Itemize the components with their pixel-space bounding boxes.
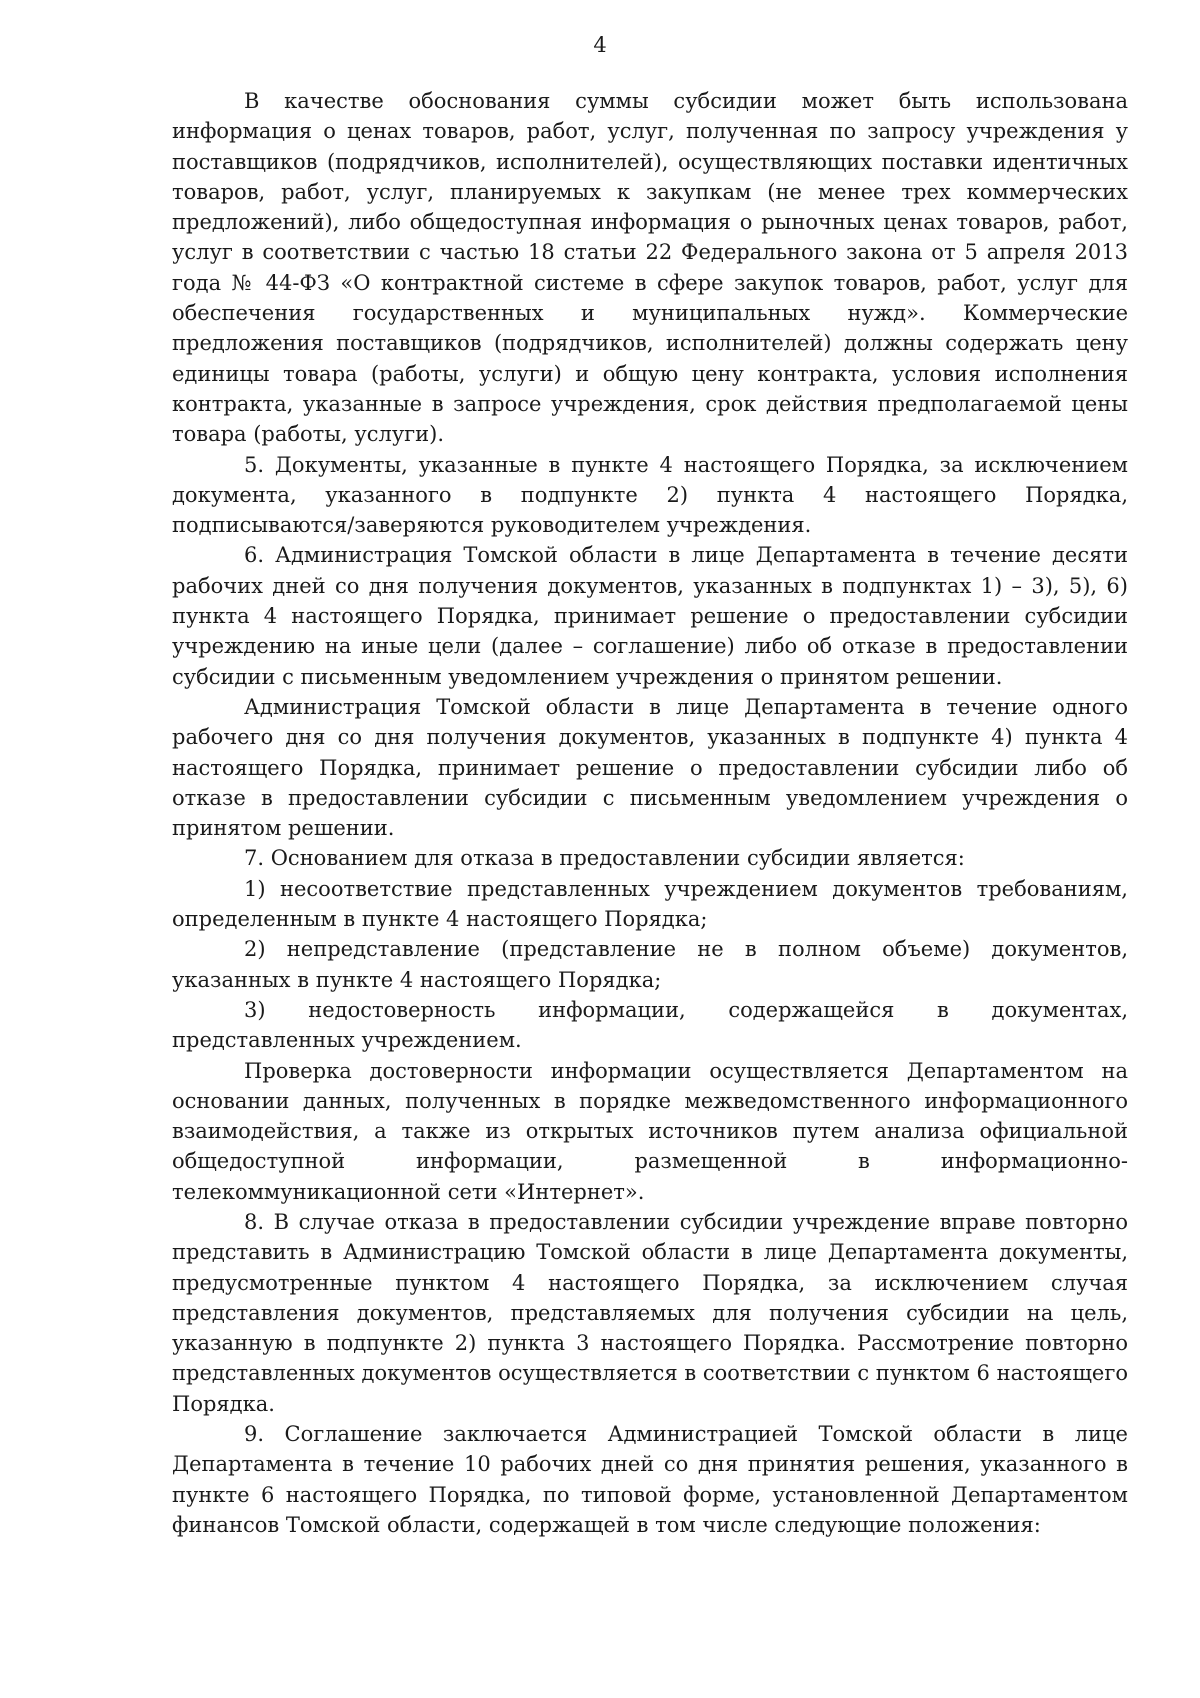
paragraph-item-6-continued: Администрация Томской области в лице Департамента в течение одного рабочего дня со дня получения документов, указанных в подпункте 4) пункта 4 настоящего Порядка, принимает решение о предоставлении субсидии либо об отказе в предоставлении субсидии с письменным уведомлением учреждения о принятом решении. (172, 694, 1128, 841)
paragraph-item-5: 5. Документы, указанные в пункте 4 настоящего Порядка, за исключением документа, указанного в подпункте 2) пункта 4 настоящего Порядка, подписываются/заверяются руководителем учреждения. (172, 452, 1128, 538)
paragraph-item-7-sub-3: 3) недостоверность информации, содержащейся в документах, представленных учреждением. (172, 997, 1128, 1053)
paragraph-item-6: 6. Администрация Томской области в лице Департамента в течение десяти рабочих дней со дня получения документов, указанных в подпунктах 1) – 3), 5), 6) пункта 4 настоящего Порядка, принимает решение о предоставлении субсидии учреждению на иные цели (далее – соглашение) либо об отказе в предоставлении субсидии с письменным уведомлением учреждения о принятом решении. (172, 543, 1128, 689)
paragraph-item-8: 8. В случае отказа в предоставлении субсидии учреждение вправе повторно представить в Администрацию Томской области в лице Департамента документы, предусмотренные пунктом 4 настоящего Порядка, за исключением случая представления документов, представляемых для получения субсидии на цель, указанную в подпункте 2) пункта 3 настоящего Порядка. Рассмотрение повторно представленных документов осуществляется в соответствии с пунктом 6 настоящего Порядка. (172, 1209, 1128, 1416)
paragraph-subsidy-justification: В качестве обоснования суммы субсидии может быть использована информация о ценах товаров, работ, услуг, полученная по запросу учреждения у поставщиков (подрядчиков, исполнителей), осуществляющих поставки идентичных товаров, работ, услуг, планируемых к закупкам (не менее трех коммерческих предложений), либо общедоступная информация о рыночных ценах товаров, работ, услуг в соответствии с частью 18 статьи 22 Федерального закона от 5 апреля 2013 года № 44-ФЗ «О контрактной системе в сфере закупок товаров, работ, услуг для обеспечения государственных и муниципальных нужд». Коммерческие предложения поставщиков (подрядчиков, исполнителей) должны содержать цену единицы товара (работы, услуги) и общую цену контракта, условия исполнения контракта, указанные в запросе учреждения, срок действия предполагаемой цены товара (работы, услуги). (172, 89, 1128, 447)
paragraph-verification: Проверка достоверности информации осуществляется Департаментом на основании данных, полученных в порядке межведомственного информационного взаимодействия, а также из открытых источников путем анализа официальной общедоступной информации, размещенной в информационно-телекоммуникационной сети «Интернет». (172, 1058, 1128, 1204)
paragraph-item-7-sub-2: 2) непредставление (представление не в полном объеме) документов, указанных в пункте 4 настоящего Порядка; (172, 937, 1128, 992)
paragraph-item-7: 7. Основанием для отказа в предоставлении субсидии является: (244, 846, 965, 871)
page-number: 4 (593, 33, 607, 57)
paragraph-item-7-sub-1: 1) несоответствие представленных учреждением документов требованиям, определенным в пункте 4 настоящего Порядка; (172, 876, 1128, 932)
document-body (172, 86, 1128, 1540)
paragraph-item-9: 9. Соглашение заключается Администрацией Томской области в лице Департамента в течение 10 рабочих дней со дня принятия решения, указанного в пункте 6 настоящего Порядка, по типовой форме, установленной Департаментом финансов Томской области, содержащей в том числе следующие положения: (172, 1422, 1128, 1537)
